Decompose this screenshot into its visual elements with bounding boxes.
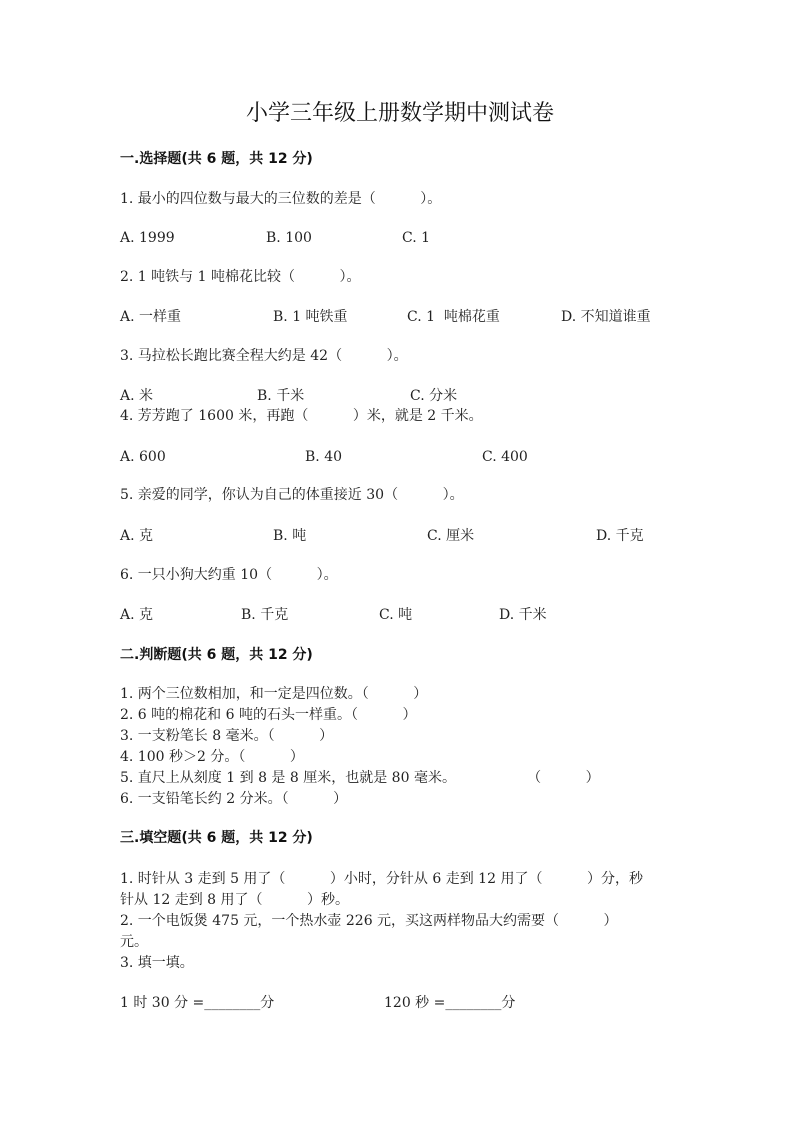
option: B. 千米 bbox=[257, 388, 305, 404]
statement: 6. 一支铅笔长约 2 分米。（ ） bbox=[120, 791, 348, 807]
question-text: 3. 马拉松长跑比赛全程大约是 42（ ）。 bbox=[120, 348, 408, 364]
fill-question-line: 元。 bbox=[120, 934, 148, 950]
option: A. 600 bbox=[120, 449, 166, 465]
option: B. 千克 bbox=[241, 607, 289, 623]
option: D. 不知道谁重 bbox=[561, 309, 651, 325]
statement: 3. 一支粉笔长 8 毫米。（ ） bbox=[120, 728, 334, 744]
section-heading-fill-in: 三.填空题(共 6 题，共 12 分) bbox=[120, 830, 313, 846]
fill-question-line: 1. 时针从 3 走到 5 用了（ ）小时，分针从 6 走到 12 用了（ ）分，秒 bbox=[120, 871, 643, 887]
option: D. 千米 bbox=[499, 607, 547, 623]
option: A. 米 bbox=[120, 388, 154, 404]
question-text: 2. 1 吨铁与 1 吨棉花比较（ ）。 bbox=[120, 269, 361, 285]
fill-question-line: 针从 12 走到 8 用了（ ）秒。 bbox=[120, 892, 350, 908]
fill-question-line: 2. 一个电饭煲 475 元，一个热水壶 226 元，买这两样物品大约需要（ ） bbox=[120, 913, 618, 929]
section-heading-judgement: 二.判断题(共 6 题，共 12 分) bbox=[120, 647, 313, 663]
option: C. 1 吨棉花重 bbox=[407, 309, 500, 325]
question-text: 1. 最小的四位数与最大的三位数的差是（ ）。 bbox=[120, 191, 442, 207]
option: A. 克 bbox=[120, 607, 154, 623]
option: A. 1999 bbox=[120, 230, 175, 246]
question-text: 5. 亲爱的同学，你认为自己的体重接近 30（ ）。 bbox=[120, 487, 464, 503]
option: B. 100 bbox=[266, 230, 312, 246]
statement: 2. 6 吨的棉花和 6 吨的石头一样重。（ ） bbox=[120, 707, 417, 723]
option: A. 一样重 bbox=[120, 309, 182, 325]
option: C. 吨 bbox=[379, 607, 413, 623]
option: C. 400 bbox=[482, 449, 528, 465]
statement: 4. 100 秒＞2 分。（ ） bbox=[120, 749, 304, 765]
question-text: 4. 芳芳跑了 1600 米，再跑（ ）米，就是 2 千米。 bbox=[120, 408, 483, 424]
option: A. 克 bbox=[120, 528, 154, 544]
option: C. 分米 bbox=[410, 388, 458, 404]
statement: 1. 两个三位数相加，和一定是四位数。（ ） bbox=[120, 686, 428, 702]
option: B. 1 吨铁重 bbox=[273, 309, 348, 325]
option: B. 40 bbox=[305, 449, 343, 465]
fill-question-line: 3. 填一填。 bbox=[120, 955, 194, 971]
fill-blank: 1 时 30 分 =________分 bbox=[120, 995, 275, 1011]
statement: 5. 直尺上从刻度 1 到 8 是 8 厘米，也就是 80 毫米。 （ ） bbox=[120, 770, 600, 786]
page-title: 小学三年级上册数学期中测试卷 bbox=[245, 101, 554, 126]
section-heading-choice: 一.选择题(共 6 题，共 12 分) bbox=[120, 151, 313, 167]
option: D. 千克 bbox=[596, 528, 644, 544]
option: C. 1 bbox=[402, 230, 431, 246]
option: C. 厘米 bbox=[427, 528, 475, 544]
option: B. 吨 bbox=[273, 528, 307, 544]
question-text: 6. 一只小狗大约重 10（ ）。 bbox=[120, 567, 338, 583]
fill-blank: 120 秒 =________分 bbox=[384, 995, 516, 1011]
